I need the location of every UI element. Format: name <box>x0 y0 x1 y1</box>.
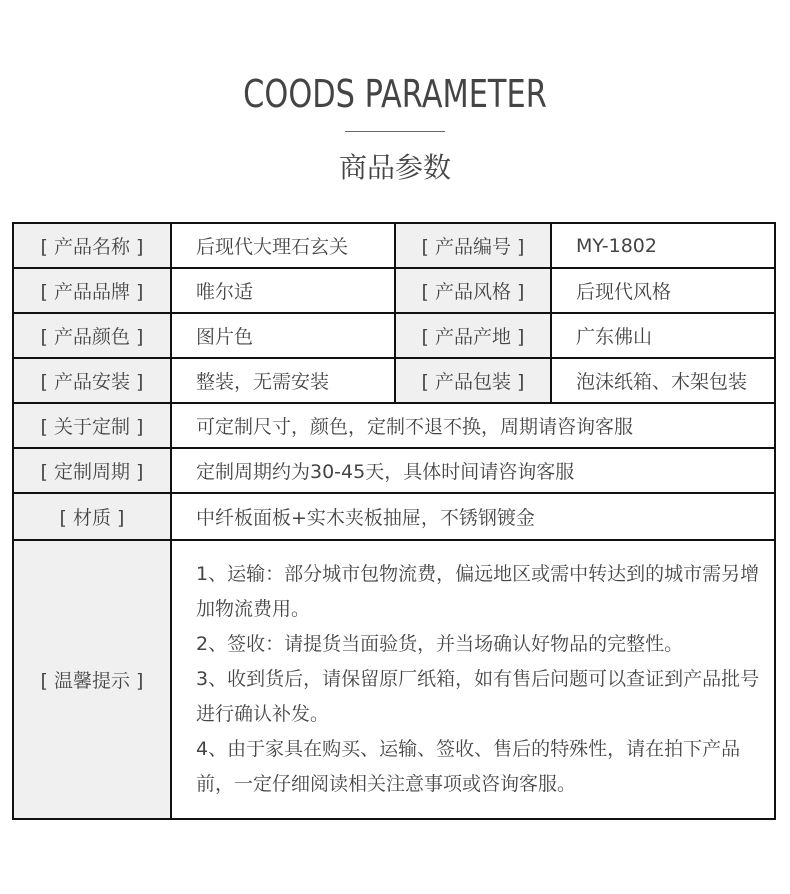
row-label: [ 产品包装 ] <box>395 358 551 403</box>
row-label: [ 产品风格 ] <box>395 268 551 313</box>
row-label: [ 材质 ] <box>13 493 171 540</box>
note-item: 1、运输：部分城市包物流费，偏远地区或需中转达到的城市需另增加物流费用。 <box>196 563 760 620</box>
row-label: [ 产品颜色 ] <box>13 313 171 358</box>
row-value: 后现代大理石玄关 <box>171 223 395 268</box>
table-row <box>13 268 775 313</box>
row-value: 整装，无需安装 <box>171 358 395 403</box>
note-item: 4、由于家具在购买、运输、签收、售后的特殊性，请在拍下产品前，一定仔细阅读相关注意事项或咨询客服。 <box>196 738 741 795</box>
row-value: 可定制尺寸，颜色，定制不退不换，周期请咨询客服 <box>171 403 775 448</box>
title-chinese: 商品参数 <box>338 151 451 184</box>
row-value: 图片色 <box>171 313 395 358</box>
title-english: COODS PARAMETER <box>243 72 547 116</box>
table-row <box>13 313 775 358</box>
row-label: [ 关于定制 ] <box>13 403 171 448</box>
table-row <box>13 448 775 493</box>
row-value: 中纤板面板+实木夹板抽屉，不锈钢镀金 <box>171 493 775 540</box>
table-row <box>13 223 775 268</box>
table-row-notes <box>13 540 775 819</box>
row-label: [ 产品品牌 ] <box>13 268 171 313</box>
row-value: 后现代风格 <box>551 268 775 313</box>
row-label: [ 产品产地 ] <box>395 313 551 358</box>
row-value: 唯尔适 <box>171 268 395 313</box>
row-value: 泡沫纸箱、木架包装 <box>551 358 775 403</box>
row-label: [ 定制周期 ] <box>13 448 171 493</box>
table-row <box>13 493 775 540</box>
table-row <box>13 358 775 403</box>
note-item: 2、签收：请提货当面验货，并当场确认好物品的完整性。 <box>196 633 684 655</box>
row-label: [ 产品名称 ] <box>13 223 171 268</box>
title-divider <box>345 131 445 132</box>
product-parameter-table <box>12 222 776 820</box>
row-label: [ 产品安装 ] <box>13 358 171 403</box>
row-value: 广东佛山 <box>551 313 775 358</box>
table-row <box>13 403 775 448</box>
notes-label: [ 温馨提示 ] <box>13 540 171 819</box>
row-value: 定制周期约为30-45天，具体时间请咨询客服 <box>171 448 775 493</box>
row-value: MY-1802 <box>551 223 775 268</box>
note-item: 3、收到货后，请保留原厂纸箱，如有售后问题可以查证到产品批号进行确认补发。 <box>196 668 760 725</box>
row-label: [ 产品编号 ] <box>395 223 551 268</box>
notes-content <box>171 540 775 819</box>
